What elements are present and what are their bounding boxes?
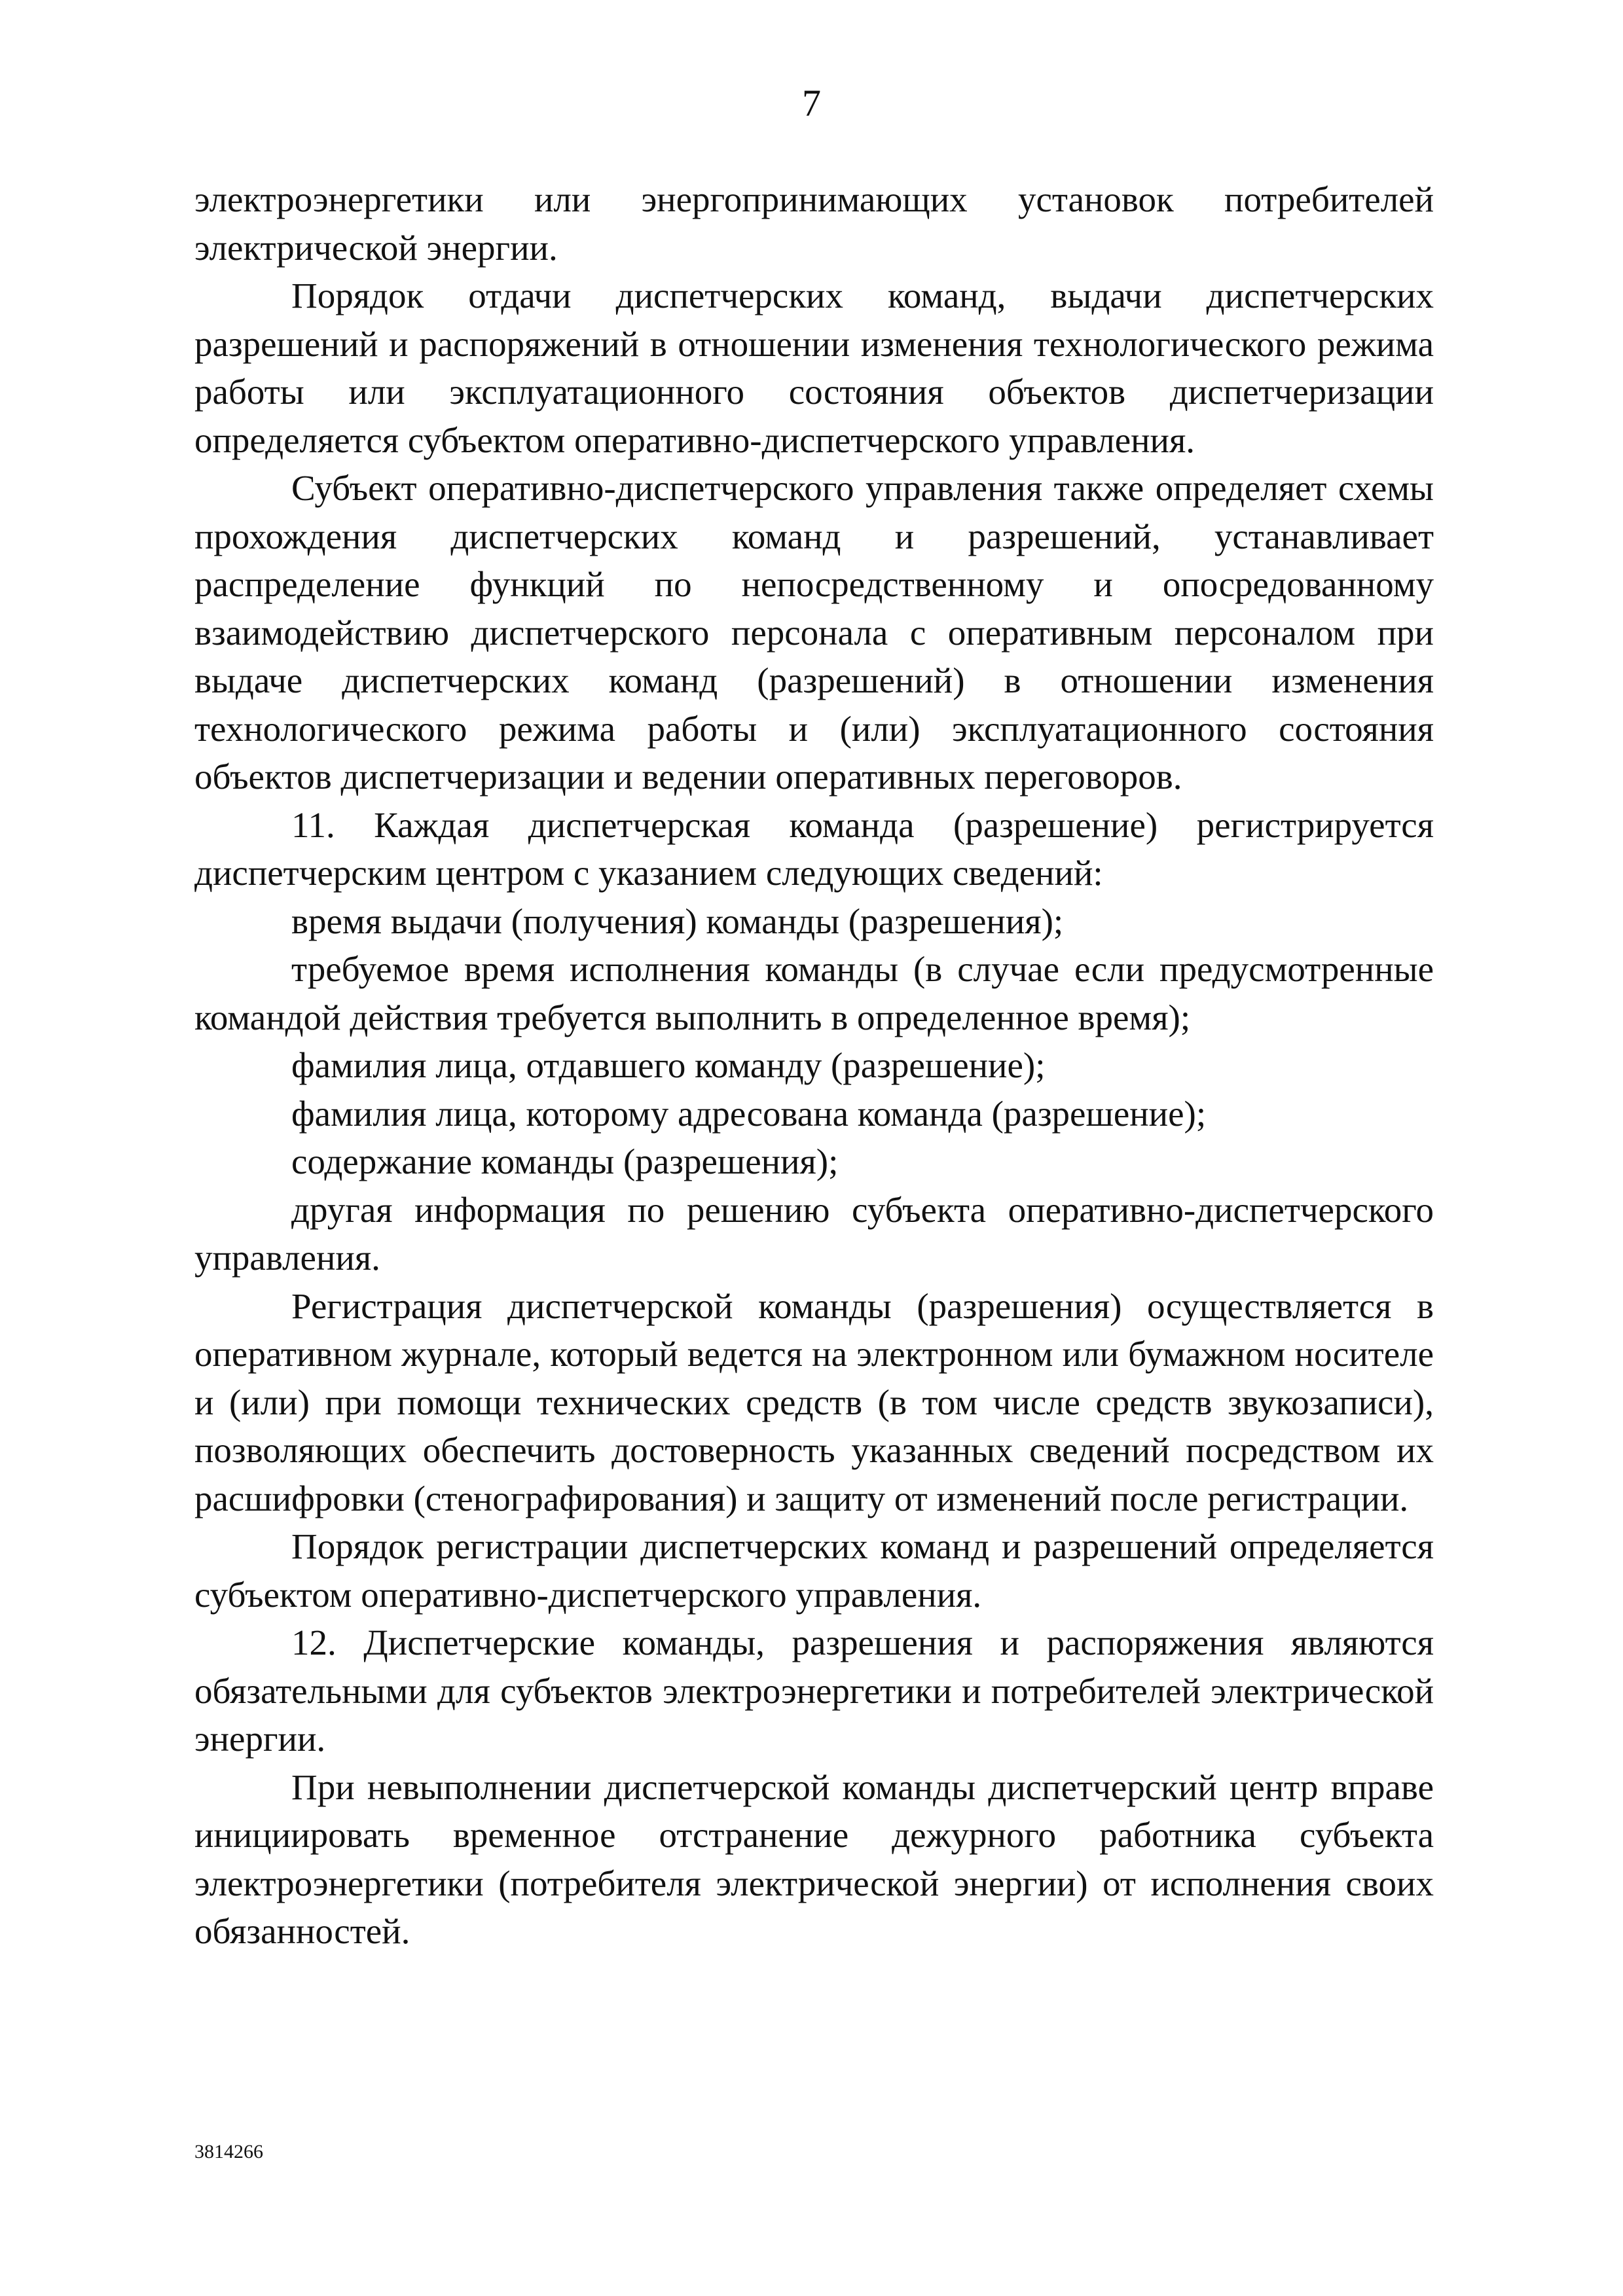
- paragraph-clause-12: 12. Диспетчерские команды, разрешения и распоряжения являются обязательными для субъектов электроэнергетики и потребителей электрической энергии.: [194, 1623, 1434, 1759]
- paragraph-non-compliance: При невыполнении диспетчерской команды диспетчерский центр вправе инициировать временное отстранение дежурного работника субъекта электроэнергетики (потребителя электрической энергии) от исполнения своих обязанностей.: [194, 1767, 1434, 1951]
- document-body: [194, 175, 1434, 1956]
- list-item-issue-time: время выдачи (получения) команды (разрешения);: [291, 901, 1064, 941]
- paragraph-continuation: электроэнергетики или энергопринимающих установок потребителей электрической энергии.: [194, 179, 1434, 268]
- list-item-issuer-name: фамилия лица, отдавшего команду (разрешение);: [291, 1045, 1046, 1085]
- page-number: 7: [802, 82, 821, 124]
- paragraph-dispatch-order: Порядок отдачи диспетчерских команд, выдачи диспетчерских разрешений и распоряжений в отношении изменения технологического режима работы или эксплуатационного состояния объектов диспетчеризации определяется субъектом оперативно-диспетчерского управления.: [194, 276, 1434, 460]
- list-item-other-info: другая информация по решению субъекта оперативно-диспетчерского управления.: [194, 1189, 1434, 1278]
- paragraph-registration-journal: Регистрация диспетчерской команды (разрешения) осуществляется в оперативном журнале, который ведется на электронном или бумажном носителе и (или) при помощи технических средств (в том числе средств звукозаписи), позволяющих обеспечить достоверность указанных сведений посредством их расшифровки (стенографирования) и защиту от изменений после регистрации.: [194, 1285, 1434, 1518]
- list-item-command-content: содержание команды (разрешения);: [291, 1141, 839, 1181]
- list-item-required-time: требуемое время исполнения команды (в случае если предусмотренные командой действия требуется выполнить в определенное время);: [194, 949, 1434, 1037]
- paragraph-dispatch-schemes: Субъект оперативно-диспетчерского управления также определяет схемы прохождения диспетчерских команд и разрешений, устанавливает распределение функций по непосредственному и опосредованному взаимодействию диспетчерского персонала с оперативным персоналом при выдаче диспетчерских команд (разрешений) в отношении изменения технологического режима работы и (или) эксплуатационного состояния объектов диспетчеризации и ведении оперативных переговоров.: [194, 468, 1434, 797]
- list-item-addressee-name: фамилия лица, которому адресована команда (разрешение);: [291, 1093, 1207, 1134]
- paragraph-clause-11: 11. Каждая диспетчерская команда (разрешение) регистрируется диспетчерским центром с указанием следующих сведений:: [194, 804, 1434, 893]
- document-id: 3814266: [194, 2141, 263, 2162]
- paragraph-registration-order: Порядок регистрации диспетчерских команд и разрешений определяется субъектом оперативно-диспетчерского управления.: [194, 1526, 1434, 1615]
